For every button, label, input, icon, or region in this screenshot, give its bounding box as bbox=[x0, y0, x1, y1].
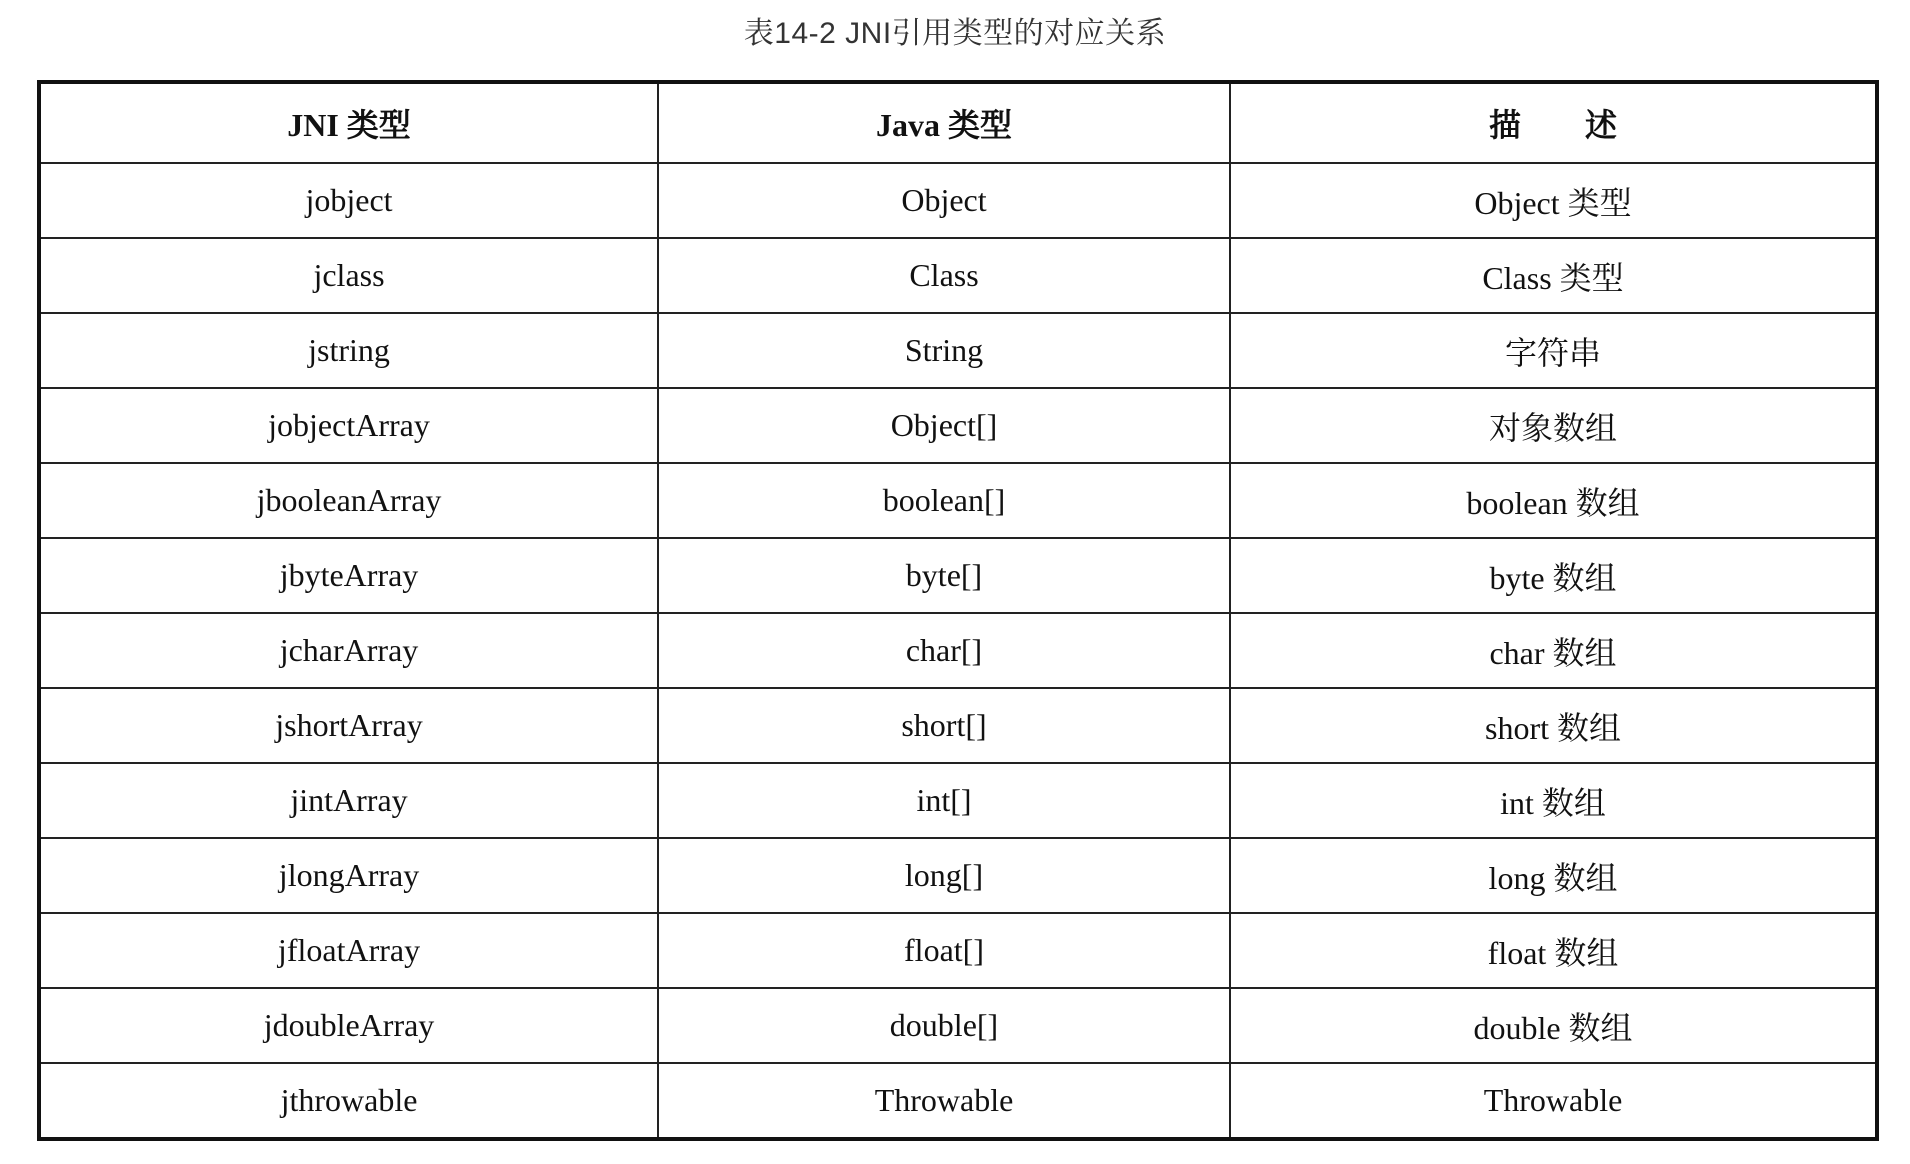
cell-jni-type: jcharArray bbox=[39, 613, 658, 688]
table-row bbox=[39, 838, 1877, 913]
cell-jni-type: jintArray bbox=[39, 763, 658, 838]
cell-jni-type: jbyteArray bbox=[39, 538, 658, 613]
cell-jni-type: jobject bbox=[39, 163, 658, 238]
header-description: 描 述 bbox=[1230, 82, 1877, 163]
cell-java-type: char[] bbox=[658, 613, 1230, 688]
cell-java-type: Throwable bbox=[658, 1063, 1230, 1139]
cell-jni-type: jfloatArray bbox=[39, 913, 658, 988]
cell-jni-type: jthrowable bbox=[39, 1063, 658, 1139]
table-row bbox=[39, 313, 1877, 388]
cell-description: short 数组 bbox=[1230, 688, 1877, 763]
table-row bbox=[39, 388, 1877, 463]
cell-java-type: short[] bbox=[658, 688, 1230, 763]
cell-description: int 数组 bbox=[1230, 763, 1877, 838]
table-row bbox=[39, 463, 1877, 538]
cell-jni-type: jlongArray bbox=[39, 838, 658, 913]
cell-java-type: Object bbox=[658, 163, 1230, 238]
cell-description: char 数组 bbox=[1230, 613, 1877, 688]
cell-description: byte 数组 bbox=[1230, 538, 1877, 613]
cell-jni-type: jclass bbox=[39, 238, 658, 313]
cell-java-type: float[] bbox=[658, 913, 1230, 988]
cell-description: 对象数组 bbox=[1230, 388, 1877, 463]
cell-java-type: int[] bbox=[658, 763, 1230, 838]
header-jni-type: JNI 类型 bbox=[39, 82, 658, 163]
jni-reference-types-table bbox=[37, 80, 1879, 1141]
cell-description: Class 类型 bbox=[1230, 238, 1877, 313]
cell-java-type: double[] bbox=[658, 988, 1230, 1063]
table-row bbox=[39, 538, 1877, 613]
header-java-type: Java 类型 bbox=[658, 82, 1230, 163]
cell-description: Throwable bbox=[1230, 1063, 1877, 1139]
table-caption: 表14-2 JNI引用类型的对应关系 bbox=[743, 17, 1167, 50]
cell-jni-type: jobjectArray bbox=[39, 388, 658, 463]
cell-java-type: Object[] bbox=[658, 388, 1230, 463]
cell-java-type: boolean[] bbox=[658, 463, 1230, 538]
cell-jni-type: jbooleanArray bbox=[39, 463, 658, 538]
table-row bbox=[39, 913, 1877, 988]
cell-description: double 数组 bbox=[1230, 988, 1877, 1063]
table-row bbox=[39, 238, 1877, 313]
cell-java-type: long[] bbox=[658, 838, 1230, 913]
table-row bbox=[39, 988, 1877, 1063]
cell-description: Object 类型 bbox=[1230, 163, 1877, 238]
cell-jni-type: jdoubleArray bbox=[39, 988, 658, 1063]
cell-description: float 数组 bbox=[1230, 913, 1877, 988]
cell-java-type: String bbox=[658, 313, 1230, 388]
table-row bbox=[39, 763, 1877, 838]
cell-java-type: byte[] bbox=[658, 538, 1230, 613]
cell-jni-type: jstring bbox=[39, 313, 658, 388]
table-row bbox=[39, 688, 1877, 763]
cell-description: long 数组 bbox=[1230, 838, 1877, 913]
cell-description: 字符串 bbox=[1230, 313, 1877, 388]
table-row bbox=[39, 163, 1877, 238]
table-row bbox=[39, 1063, 1877, 1139]
cell-java-type: Class bbox=[658, 238, 1230, 313]
cell-jni-type: jshortArray bbox=[39, 688, 658, 763]
table-row bbox=[39, 613, 1877, 688]
cell-description: boolean 数组 bbox=[1230, 463, 1877, 538]
table-header-row bbox=[39, 82, 1877, 163]
